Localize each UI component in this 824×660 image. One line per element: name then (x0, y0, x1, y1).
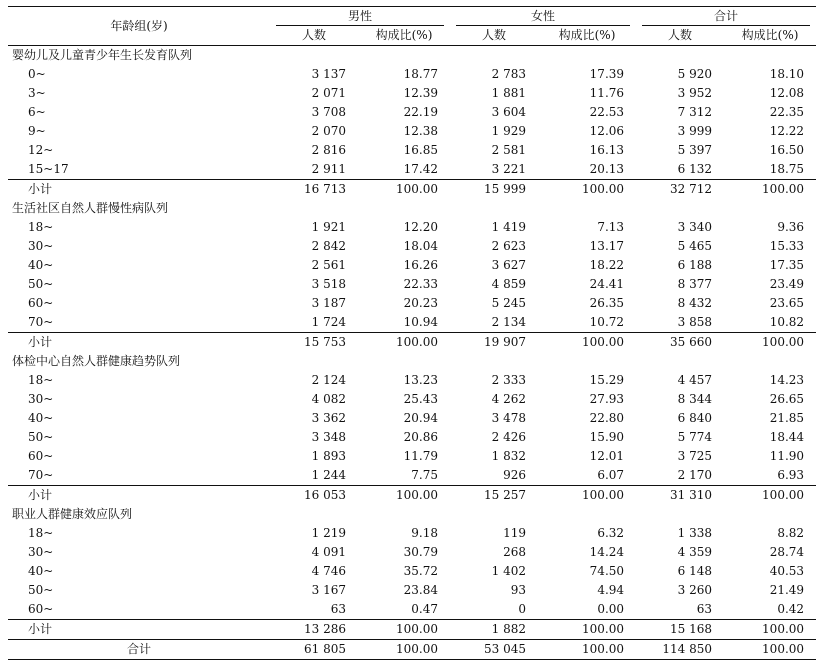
row-label: 3~ (28, 86, 46, 100)
total-ratio-cell: 100.00 (724, 180, 816, 200)
male-ratio-cell: 20.86 (403, 430, 439, 444)
male-count-cell: 63 (330, 602, 346, 616)
male-ratio-cell: 22.19 (403, 105, 439, 119)
female-ratio-cell: 22.53 (589, 105, 625, 119)
male-ratio-cell: 22.33 (403, 277, 439, 291)
total-ratio-cell: 100.00 (724, 640, 816, 660)
female-count-cell: 1 881 (491, 86, 527, 100)
subtotal-row (8, 486, 816, 506)
female-ratio-cell: 22.80 (589, 411, 625, 425)
total-count-cell: 4 457 (677, 373, 713, 387)
total-count-cell: 15 168 (636, 620, 724, 640)
female-count-cell: 93 (510, 583, 527, 597)
male-count-cell: 16 053 (270, 486, 358, 506)
male-count-cell: 2 842 (311, 239, 346, 253)
male-ratio-cell: 20.23 (403, 296, 439, 310)
female-count-cell: 53 045 (450, 640, 538, 660)
total-count-cell: 2 170 (677, 468, 713, 482)
female-ratio-cell: 12.01 (589, 449, 625, 463)
total-ratio-header: 构成比(%) (724, 26, 816, 46)
female-count-cell: 2 623 (491, 239, 527, 253)
male-ratio-cell: 11.79 (403, 449, 439, 463)
female-count-cell: 4 859 (491, 277, 527, 291)
section-title: 体检中心自然人群健康趋势队列 (12, 354, 181, 368)
row-label: 12~ (28, 143, 54, 157)
section-title: 生活社区自然人群慢性病队列 (12, 201, 169, 215)
total-count-cell: 5 920 (677, 67, 713, 81)
male-count-cell: 15 753 (270, 333, 358, 353)
female-ratio-cell: 24.41 (589, 277, 625, 291)
table-row (8, 466, 816, 486)
male-count-cell: 61 805 (270, 640, 358, 660)
male-ratio-cell: 12.20 (403, 220, 439, 234)
total-count-cell: 8 344 (677, 392, 713, 406)
total-count-cell: 3 999 (677, 124, 713, 138)
total-ratio-cell: 28.74 (769, 545, 805, 559)
table-row (8, 84, 816, 103)
total-ratio-cell: 6.93 (777, 468, 805, 482)
total-count-cell: 1 338 (677, 526, 713, 540)
total-count-cell: 5 774 (677, 430, 713, 444)
table-row (8, 581, 816, 600)
total-count-cell: 6 188 (677, 258, 713, 272)
female-count-cell: 1 882 (450, 620, 538, 640)
male-count-cell: 2 124 (311, 373, 346, 387)
female-count-cell: 2 426 (491, 430, 527, 444)
female-ratio-cell: 100.00 (538, 333, 636, 353)
total-count-cell: 5 397 (677, 143, 713, 157)
male-ratio-cell: 35.72 (403, 564, 439, 578)
female-count-cell: 4 262 (491, 392, 527, 406)
female-ratio-cell: 7.13 (597, 220, 625, 234)
total-ratio-cell: 23.65 (769, 296, 805, 310)
female-ratio-cell: 11.76 (589, 86, 625, 100)
total-ratio-cell: 26.65 (769, 392, 805, 406)
female-count-header: 人数 (450, 26, 538, 46)
total-count-cell: 31 310 (636, 486, 724, 506)
row-label: 小计 (8, 486, 270, 506)
female-ratio-cell: 17.39 (589, 67, 625, 81)
female-count-cell: 3 627 (491, 258, 527, 272)
row-label: 60~ (28, 602, 54, 616)
age-group-header: 年龄组(岁) (8, 7, 270, 46)
male-count-cell: 3 348 (311, 430, 346, 444)
male-ratio-cell: 23.84 (403, 583, 439, 597)
male-count-cell: 3 187 (311, 296, 346, 310)
table-row (8, 218, 816, 237)
total-ratio-cell: 100.00 (724, 620, 816, 640)
female-header (450, 7, 636, 27)
female-ratio-cell: 14.24 (589, 545, 625, 559)
female-ratio-cell: 27.93 (589, 392, 625, 406)
male-ratio-cell: 25.43 (403, 392, 439, 406)
row-label: 50~ (28, 277, 54, 291)
section-title-row (8, 352, 816, 371)
male-ratio-cell: 9.18 (411, 526, 439, 540)
female-count-cell: 3 604 (491, 105, 527, 119)
female-count-cell: 15 257 (450, 486, 538, 506)
table-row (8, 447, 816, 466)
total-ratio-cell: 40.53 (769, 564, 805, 578)
male-count-cell: 2 816 (311, 143, 346, 157)
table-row (8, 237, 816, 256)
female-ratio-cell: 100.00 (538, 486, 636, 506)
female-count-cell: 3 478 (491, 411, 527, 425)
total-count-cell: 63 (696, 602, 713, 616)
female-ratio-cell: 12.06 (589, 124, 625, 138)
total-ratio-cell: 8.82 (777, 526, 805, 540)
male-ratio-cell: 16.26 (403, 258, 439, 272)
total-header (636, 7, 816, 27)
grand-total-row (8, 640, 816, 660)
total-ratio-cell: 10.82 (769, 315, 805, 329)
male-ratio-cell: 12.38 (403, 124, 439, 138)
female-count-cell: 926 (503, 468, 527, 482)
male-count-cell: 2 070 (311, 124, 346, 138)
female-header-label: 女性 (456, 7, 630, 26)
row-label: 30~ (28, 392, 54, 406)
male-count-cell: 2 911 (311, 162, 346, 176)
male-count-cell: 4 091 (311, 545, 346, 559)
female-ratio-header: 构成比(%) (538, 26, 636, 46)
female-count-cell: 3 221 (491, 162, 527, 176)
row-label: 30~ (28, 545, 54, 559)
total-count-cell: 114 850 (636, 640, 724, 660)
female-ratio-cell: 15.29 (589, 373, 625, 387)
female-ratio-cell: 0.00 (597, 602, 625, 616)
row-label: 合计 (8, 640, 270, 660)
table-row (8, 141, 816, 160)
male-count-cell: 3 137 (311, 67, 346, 81)
female-count-cell: 119 (503, 526, 527, 540)
male-ratio-cell: 7.75 (411, 468, 439, 482)
male-count-cell: 1 219 (311, 526, 346, 540)
total-ratio-cell: 21.49 (769, 583, 805, 597)
total-count-cell: 3 858 (677, 315, 713, 329)
male-ratio-cell: 17.42 (403, 162, 439, 176)
total-count-cell: 6 132 (677, 162, 713, 176)
table-row (8, 390, 816, 409)
male-ratio-cell: 13.23 (403, 373, 439, 387)
female-count-cell: 1 832 (491, 449, 527, 463)
female-count-cell: 2 581 (491, 143, 527, 157)
row-label: 小计 (8, 620, 270, 640)
female-count-cell: 1 419 (491, 220, 527, 234)
female-ratio-cell: 100.00 (538, 620, 636, 640)
female-ratio-cell: 6.32 (597, 526, 625, 540)
section-title-row (8, 199, 816, 218)
male-count-cell: 3 708 (311, 105, 346, 119)
total-count-cell: 3 725 (677, 449, 713, 463)
male-count-cell: 3 518 (311, 277, 346, 291)
female-ratio-cell: 16.13 (589, 143, 625, 157)
total-ratio-cell: 100.00 (724, 486, 816, 506)
female-count-cell: 19 907 (450, 333, 538, 353)
total-ratio-cell: 18.44 (769, 430, 805, 444)
female-count-cell: 2 333 (491, 373, 527, 387)
female-count-cell: 1 929 (491, 124, 527, 138)
total-count-cell: 5 465 (677, 239, 713, 253)
total-count-cell: 8 432 (677, 296, 713, 310)
female-count-cell: 2 134 (491, 315, 527, 329)
female-count-cell: 1 402 (491, 564, 527, 578)
female-ratio-cell: 15.90 (589, 430, 625, 444)
table-row (8, 428, 816, 447)
row-label: 18~ (28, 220, 54, 234)
total-ratio-cell: 16.50 (769, 143, 805, 157)
row-label: 40~ (28, 564, 54, 578)
male-ratio-cell: 18.77 (403, 67, 439, 81)
table-row (8, 256, 816, 275)
total-ratio-cell: 0.42 (777, 602, 805, 616)
male-ratio-cell: 20.94 (403, 411, 439, 425)
total-ratio-cell: 12.08 (769, 86, 805, 100)
row-label: 0~ (28, 67, 46, 81)
total-ratio-cell: 18.75 (769, 162, 805, 176)
female-ratio-cell: 10.72 (589, 315, 625, 329)
total-count-cell: 8 377 (677, 277, 713, 291)
subtotal-row (8, 333, 816, 353)
section-title-row (8, 505, 816, 524)
male-ratio-cell: 12.39 (403, 86, 439, 100)
row-label: 70~ (28, 468, 54, 482)
total-ratio-cell: 21.85 (769, 411, 805, 425)
total-count-cell: 6 840 (677, 411, 713, 425)
row-label: 70~ (28, 315, 54, 329)
female-ratio-cell: 18.22 (589, 258, 625, 272)
table-row (8, 543, 816, 562)
total-ratio-cell: 17.35 (769, 258, 805, 272)
table-row (8, 160, 816, 180)
total-count-cell: 35 660 (636, 333, 724, 353)
table-row (8, 562, 816, 581)
header-row-1 (8, 7, 816, 27)
male-header (270, 7, 450, 27)
table-row (8, 103, 816, 122)
female-ratio-cell: 100.00 (538, 640, 636, 660)
cohort-age-sex-table (8, 6, 816, 660)
male-ratio-cell: 100.00 (358, 640, 450, 660)
table-row (8, 65, 816, 84)
subtotal-row (8, 620, 816, 640)
female-count-cell: 2 783 (491, 67, 527, 81)
total-ratio-cell: 15.33 (769, 239, 805, 253)
total-count-cell: 4 359 (677, 545, 713, 559)
male-ratio-cell: 100.00 (358, 620, 450, 640)
total-count-cell: 3 952 (677, 86, 713, 100)
row-label: 9~ (28, 124, 46, 138)
male-ratio-cell: 100.00 (358, 486, 450, 506)
total-ratio-cell: 18.10 (769, 67, 805, 81)
male-count-cell: 2 071 (311, 86, 346, 100)
row-label: 40~ (28, 258, 54, 272)
female-count-cell: 0 (518, 602, 527, 616)
row-label: 18~ (28, 373, 54, 387)
male-count-cell: 2 561 (311, 258, 346, 272)
male-ratio-cell: 100.00 (358, 333, 450, 353)
male-ratio-cell: 16.85 (403, 143, 439, 157)
row-label: 15~17 (28, 162, 69, 176)
female-count-cell: 268 (503, 545, 527, 559)
male-count-cell: 16 713 (270, 180, 358, 200)
total-count-header: 人数 (636, 26, 724, 46)
subtotal-row (8, 180, 816, 200)
total-ratio-cell: 23.49 (769, 277, 805, 291)
row-label: 40~ (28, 411, 54, 425)
female-ratio-cell: 26.35 (589, 296, 625, 310)
male-ratio-cell: 10.94 (403, 315, 439, 329)
female-count-cell: 15 999 (450, 180, 538, 200)
total-ratio-cell: 9.36 (777, 220, 805, 234)
female-count-cell: 5 245 (491, 296, 527, 310)
male-count-cell: 1 921 (311, 220, 346, 234)
male-count-cell: 3 362 (311, 411, 346, 425)
male-count-cell: 4 082 (311, 392, 346, 406)
total-count-cell: 3 340 (677, 220, 713, 234)
male-ratio-cell: 100.00 (358, 180, 450, 200)
female-ratio-cell: 13.17 (589, 239, 625, 253)
table-row (8, 122, 816, 141)
row-label: 30~ (28, 239, 54, 253)
total-count-cell: 6 148 (677, 564, 713, 578)
male-header-label: 男性 (276, 7, 444, 26)
male-count-cell: 13 286 (270, 620, 358, 640)
row-label: 50~ (28, 430, 54, 444)
row-label: 18~ (28, 526, 54, 540)
total-ratio-cell: 14.23 (769, 373, 805, 387)
section-title: 职业人群健康效应队列 (12, 507, 133, 521)
male-count-header: 人数 (270, 26, 358, 46)
row-label: 50~ (28, 583, 54, 597)
section-title-row (8, 46, 816, 66)
table-row (8, 313, 816, 333)
female-ratio-cell: 4.94 (597, 583, 625, 597)
female-ratio-cell: 20.13 (589, 162, 625, 176)
table-row (8, 294, 816, 313)
male-ratio-cell: 0.47 (411, 602, 439, 616)
row-label: 6~ (28, 105, 46, 119)
male-ratio-cell: 30.79 (403, 545, 439, 559)
table-row (8, 409, 816, 428)
male-count-cell: 1 893 (311, 449, 346, 463)
total-count-cell: 32 712 (636, 180, 724, 200)
total-ratio-cell: 100.00 (724, 333, 816, 353)
male-count-cell: 1 724 (311, 315, 346, 329)
table-row (8, 275, 816, 294)
male-count-cell: 3 167 (311, 583, 346, 597)
male-count-cell: 1 244 (311, 468, 346, 482)
section-title: 婴幼儿及儿童青少年生长发育队列 (12, 48, 193, 62)
row-label: 小计 (8, 180, 270, 200)
table-body (8, 46, 816, 660)
total-ratio-cell: 11.90 (769, 449, 805, 463)
total-header-label: 合计 (642, 7, 810, 26)
total-ratio-cell: 12.22 (769, 124, 805, 138)
total-ratio-cell: 22.35 (769, 105, 805, 119)
row-label: 60~ (28, 449, 54, 463)
male-ratio-header: 构成比(%) (358, 26, 450, 46)
total-count-cell: 3 260 (677, 583, 713, 597)
male-count-cell: 4 746 (311, 564, 346, 578)
female-ratio-cell: 6.07 (597, 468, 625, 482)
female-ratio-cell: 100.00 (538, 180, 636, 200)
row-label: 小计 (8, 333, 270, 353)
table-row (8, 600, 816, 620)
female-ratio-cell: 74.50 (589, 564, 625, 578)
table-row (8, 524, 816, 543)
total-count-cell: 7 312 (677, 105, 713, 119)
row-label: 60~ (28, 296, 54, 310)
male-ratio-cell: 18.04 (403, 239, 439, 253)
table-row (8, 371, 816, 390)
